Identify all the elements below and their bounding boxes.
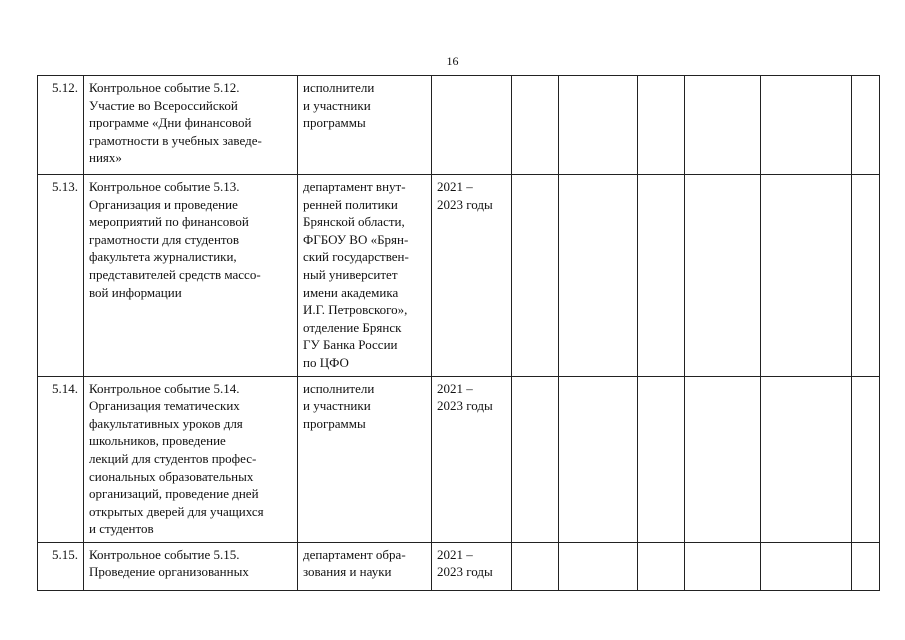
empty-cell xyxy=(512,175,559,377)
row-number-cell: 5.14. xyxy=(38,376,84,542)
empty-cell xyxy=(761,376,852,542)
page-number: 16 xyxy=(446,54,459,68)
empty-cell xyxy=(685,542,761,590)
empty-cell xyxy=(638,175,685,377)
event-description-line: грамотности в учебных заведе- xyxy=(89,132,262,148)
period-line: 2021 – xyxy=(437,380,473,396)
executor-line: департамент обра- xyxy=(303,546,406,562)
executor-line: исполнители xyxy=(303,380,375,396)
event-description-line: сиональных образовательных xyxy=(89,468,254,484)
event-description-line: лекций для студентов профес- xyxy=(89,450,257,466)
empty-cell xyxy=(852,175,880,377)
executor-line: ный университет xyxy=(303,266,398,282)
period-line: 2023 годы xyxy=(437,398,493,414)
empty-cell xyxy=(852,76,880,175)
period-cell xyxy=(432,175,512,377)
table-row xyxy=(38,542,880,590)
period-cell xyxy=(432,376,512,542)
empty-cell xyxy=(512,542,559,590)
event-description-line: мероприятий по финансовой xyxy=(89,214,249,230)
executor-line: по ЦФО xyxy=(303,354,349,370)
empty-cell xyxy=(852,542,880,590)
event-description-line: и студентов xyxy=(89,521,154,537)
executor-line: программы xyxy=(303,415,366,431)
event-description-line: программе «Дни финансовой xyxy=(89,115,252,131)
event-description-line: ниях» xyxy=(89,150,122,166)
empty-cell xyxy=(512,376,559,542)
empty-cell xyxy=(685,175,761,377)
table-row xyxy=(38,76,880,175)
empty-cell xyxy=(512,76,559,175)
executor-line: ФГБОУ ВО «Брян- xyxy=(303,231,409,247)
executor-line: и участники xyxy=(303,97,371,113)
executor-line: ский государствен- xyxy=(303,249,409,265)
empty-cell xyxy=(761,76,852,175)
executor-cell xyxy=(298,76,432,175)
event-description-line: открытых дверей для учащихся xyxy=(89,503,264,519)
executor-cell xyxy=(298,175,432,377)
empty-cell xyxy=(559,76,638,175)
executor-cell xyxy=(298,376,432,542)
empty-cell xyxy=(559,376,638,542)
event-description-line: представителей средств массо- xyxy=(89,266,261,282)
executor-line: и участники xyxy=(303,398,371,414)
executor-cell xyxy=(298,542,432,590)
event-title: Контрольное событие 5.15. xyxy=(89,546,240,562)
executor-line: ГУ Банка России xyxy=(303,337,398,353)
executor-line: отделение Брянск xyxy=(303,319,402,335)
event-description-line: Организация тематических xyxy=(89,398,240,414)
event-cell xyxy=(84,542,298,590)
empty-cell xyxy=(685,76,761,175)
executor-line: Брянской области, xyxy=(303,214,405,230)
period-line: 2021 – xyxy=(437,179,473,194)
table-row xyxy=(38,376,880,542)
empty-cell xyxy=(638,542,685,590)
event-description-line: Проведение организованных xyxy=(89,564,249,580)
event-description-line: факультета журналистики, xyxy=(89,249,237,265)
program-events-table xyxy=(37,75,880,591)
executor-line: И.Г. Петровского», xyxy=(303,302,408,318)
executor-line: программы xyxy=(303,115,366,131)
executor-line: имени академика xyxy=(303,284,399,300)
table-body xyxy=(38,76,880,591)
table-row xyxy=(38,175,880,377)
event-description-line: грамотности для студентов xyxy=(89,231,240,247)
row-number-cell: 5.12. xyxy=(38,76,84,175)
event-description-line: факультативных уроков для xyxy=(89,415,243,431)
empty-cell xyxy=(559,542,638,590)
empty-cell xyxy=(761,175,852,377)
period-cell xyxy=(432,542,512,590)
empty-cell xyxy=(559,175,638,377)
event-title: Контрольное событие 5.12. xyxy=(89,80,240,95)
event-description-line: организаций, проведение дней xyxy=(89,486,259,502)
empty-cell xyxy=(852,376,880,542)
empty-cell xyxy=(685,376,761,542)
executor-line: ренней политики xyxy=(303,196,398,212)
executor-line: департамент внут- xyxy=(303,179,406,194)
row-number-cell: 5.15. xyxy=(38,542,84,590)
period-line: 2023 годы xyxy=(437,196,493,212)
event-description-line: Организация и проведение xyxy=(89,196,238,212)
event-description-line: вой информации xyxy=(89,284,182,300)
period-line: 2021 – xyxy=(437,546,473,562)
event-title: Контрольное событие 5.14. xyxy=(89,380,240,396)
event-cell xyxy=(84,175,298,377)
event-cell xyxy=(84,76,298,175)
executor-line: зования и науки xyxy=(303,564,392,580)
event-title: Контрольное событие 5.13. xyxy=(89,179,240,194)
period-line: 2023 годы xyxy=(437,564,493,580)
period-cell xyxy=(432,76,512,175)
event-description-line: школьников, проведение xyxy=(89,433,226,449)
event-cell xyxy=(84,376,298,542)
row-number-cell: 5.13. xyxy=(38,175,84,377)
empty-cell xyxy=(638,76,685,175)
empty-cell xyxy=(638,376,685,542)
executor-line: исполнители xyxy=(303,80,375,95)
event-description-line: Участие во Всероссийской xyxy=(89,97,238,113)
empty-cell xyxy=(761,542,852,590)
